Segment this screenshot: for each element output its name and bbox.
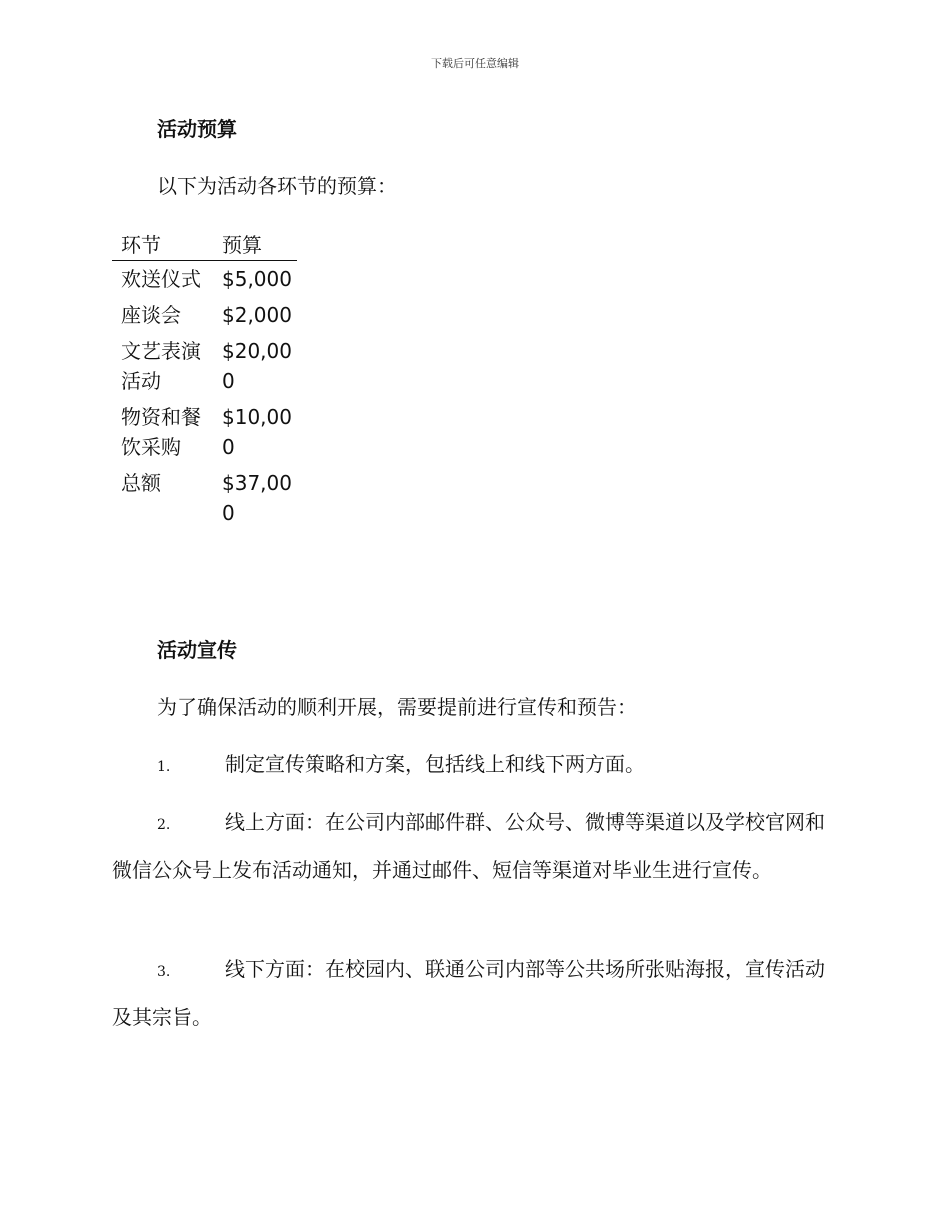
budget-table-header-row — [112, 230, 297, 261]
page-header-note: 下载后可任意编辑 — [431, 57, 519, 70]
promo-intro: 为了确保活动的顺利开展，需要提前进行宣传和预告： — [157, 695, 637, 719]
row-item-name: 欢送仪式 — [121, 267, 201, 291]
budget-section-title: 活动预算 — [157, 117, 237, 141]
budget-intro: 以下为活动各环节的预算： — [157, 174, 397, 198]
list-item-number: 3. — [157, 964, 171, 980]
row-amount: $10,000 — [222, 405, 292, 459]
column-header-amount: 预算 — [213, 230, 297, 261]
row-item-name: 物资和餐饮采购 — [121, 405, 201, 459]
list-item-text: 线下方面：在校园内、联通公司内部等公共场所张贴海报，宣传活动及其宗旨。 — [112, 957, 825, 1029]
column-header-item: 环节 — [112, 230, 213, 261]
table-row — [112, 399, 297, 465]
row-item-name: 文艺表演活动 — [121, 339, 201, 393]
promo-section-title: 活动宣传 — [157, 638, 237, 662]
row-amount: $5,000 — [222, 267, 292, 291]
list-item — [112, 800, 837, 893]
list-item — [112, 947, 837, 1040]
budget-table — [112, 230, 297, 531]
table-row — [112, 261, 297, 298]
row-amount: $2,000 — [222, 303, 292, 327]
table-row-total — [112, 465, 297, 531]
table-row — [112, 297, 297, 333]
list-item-text: 线上方面：在公司内部邮件群、公众号、微博等渠道以及学校官网和微信公众号上发布活动通知，并通过邮件、短信等渠道对毕业生进行宣传。 — [112, 810, 825, 882]
list-item-number: 2. — [157, 817, 171, 833]
row-item-name: 座谈会 — [121, 303, 181, 327]
row-amount: $37,000 — [222, 471, 292, 525]
table-row — [112, 333, 297, 399]
list-item-text: 制定宣传策略和方案，包括线上和线下两方面。 — [225, 752, 645, 776]
list-item — [112, 742, 837, 790]
row-amount: $20,000 — [222, 339, 292, 393]
list-item-number: 1. — [157, 759, 171, 775]
row-item-name: 总额 — [121, 471, 161, 495]
